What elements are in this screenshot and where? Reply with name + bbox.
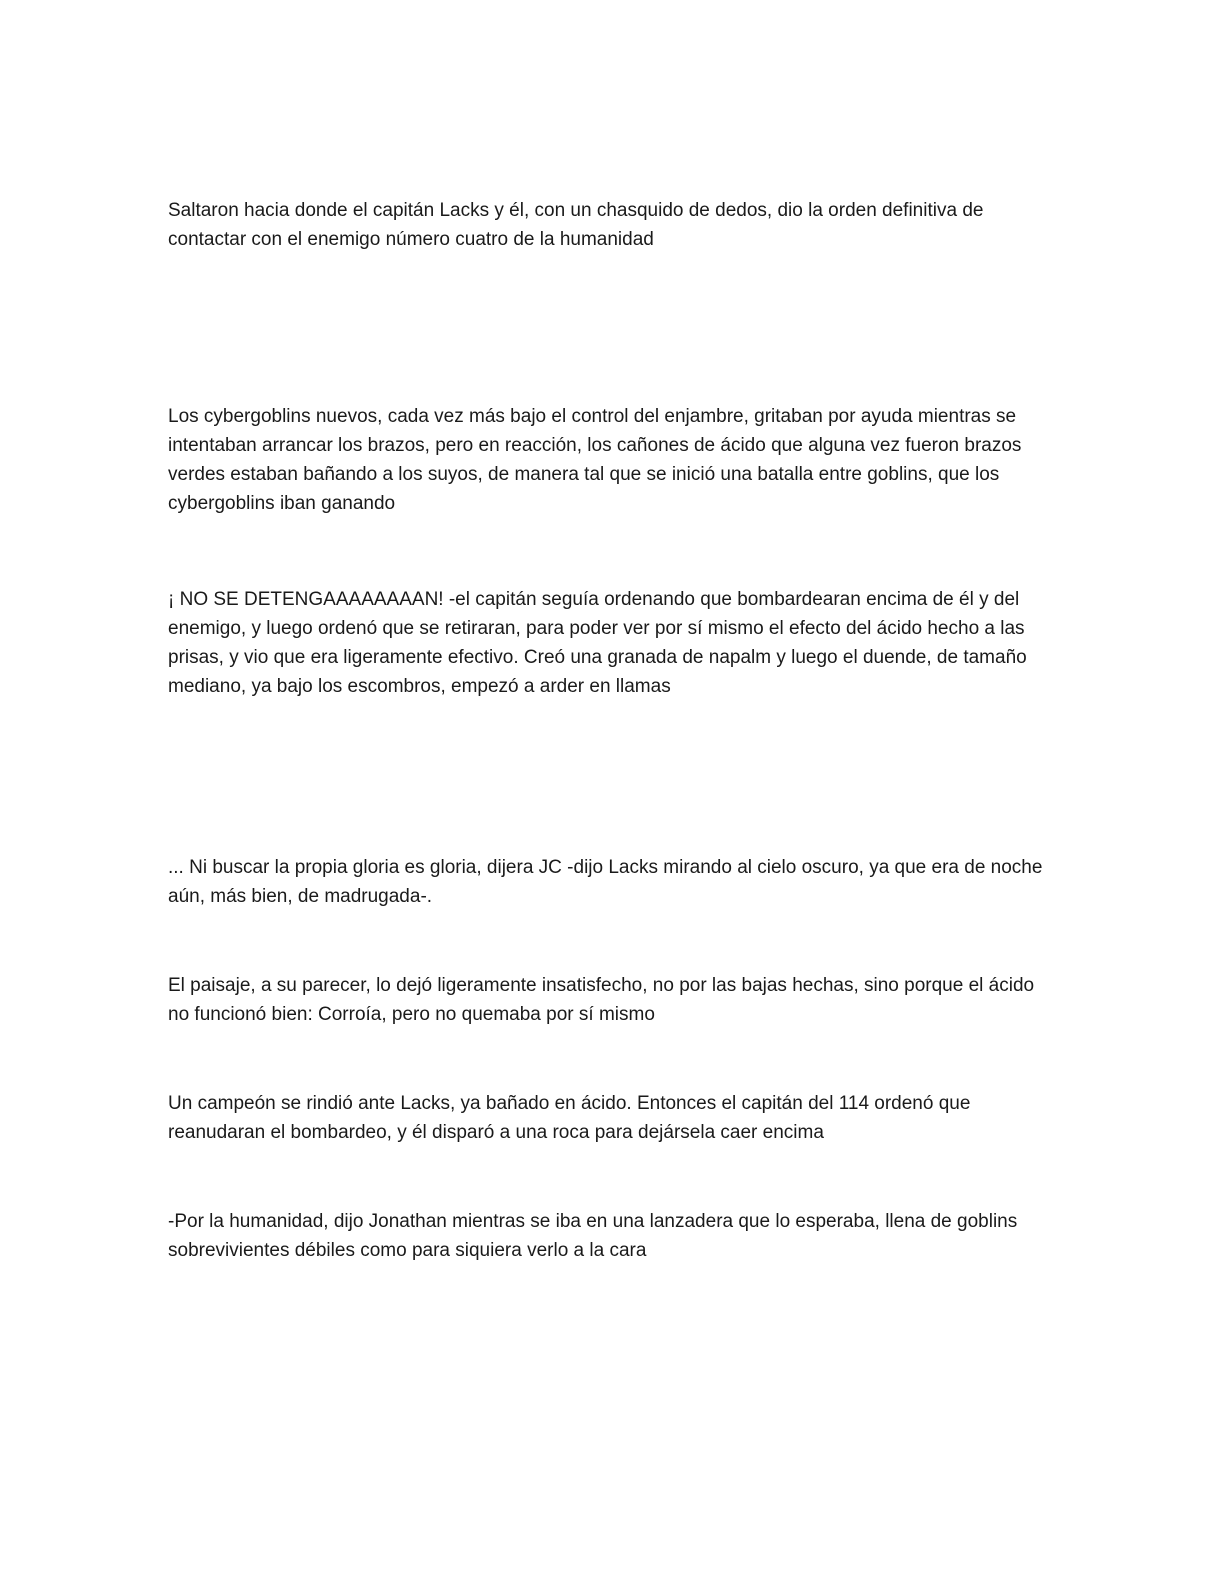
paragraph: ¡ NO SE DETENGAAAAAAAAN! -el capitán seguía ordenando que bombardearan encima de él y del enemigo, y luego ordenó que se retiraran, para poder ver por sí mismo el efecto del ácido hecho a las prisas, y vio que era ligeramente efectivo. Creó una granada de napalm y luego el duende, de tamaño mediano, ya bajo los escombros, empezó a arder en llamas [168, 589, 1027, 697]
paragraph: Los cybergoblins nuevos, cada vez más bajo el control del enjambre, gritaban por ayuda mientras se intentaban arrancar los brazos, pero en reacción, los cañones de ácido que alguna vez fueron brazos verdes estaban bañando a los suyos, de manera tal que se inició una batalla entre goblins, que los cybergoblins iban ganando [168, 406, 1022, 514]
paragraph: -Por la humanidad, dijo Jonathan mientras se iba en una lanzadera que lo esperaba, llena de goblins sobrevivientes débiles como para siquiera verlo a la cara [168, 1211, 1018, 1261]
paragraph: ... Ni buscar la propia gloria es gloria, dijera JC -dijo Lacks mirando al cielo oscuro, ya que era de noche aún, más bien, de madrugada-. [168, 857, 1043, 907]
paragraph: Un campeón se rindió ante Lacks, ya bañado en ácido. Entonces el capitán del 114 ordenó que reanudaran el bombardeo, y él disparó a una roca para dejársela caer encima [168, 1093, 971, 1143]
paragraph: Saltaron hacia donde el capitán Lacks y él, con un chasquido de dedos, dio la orden definitiva de contactar con el enemigo número cuatro de la humanidad [168, 200, 984, 250]
paragraph: El paisaje, a su parecer, lo dejó ligeramente insatisfecho, no por las bajas hechas, sino porque el ácido no funcionó bien: Corroía, pero no quemaba por sí mismo [168, 975, 1035, 1025]
